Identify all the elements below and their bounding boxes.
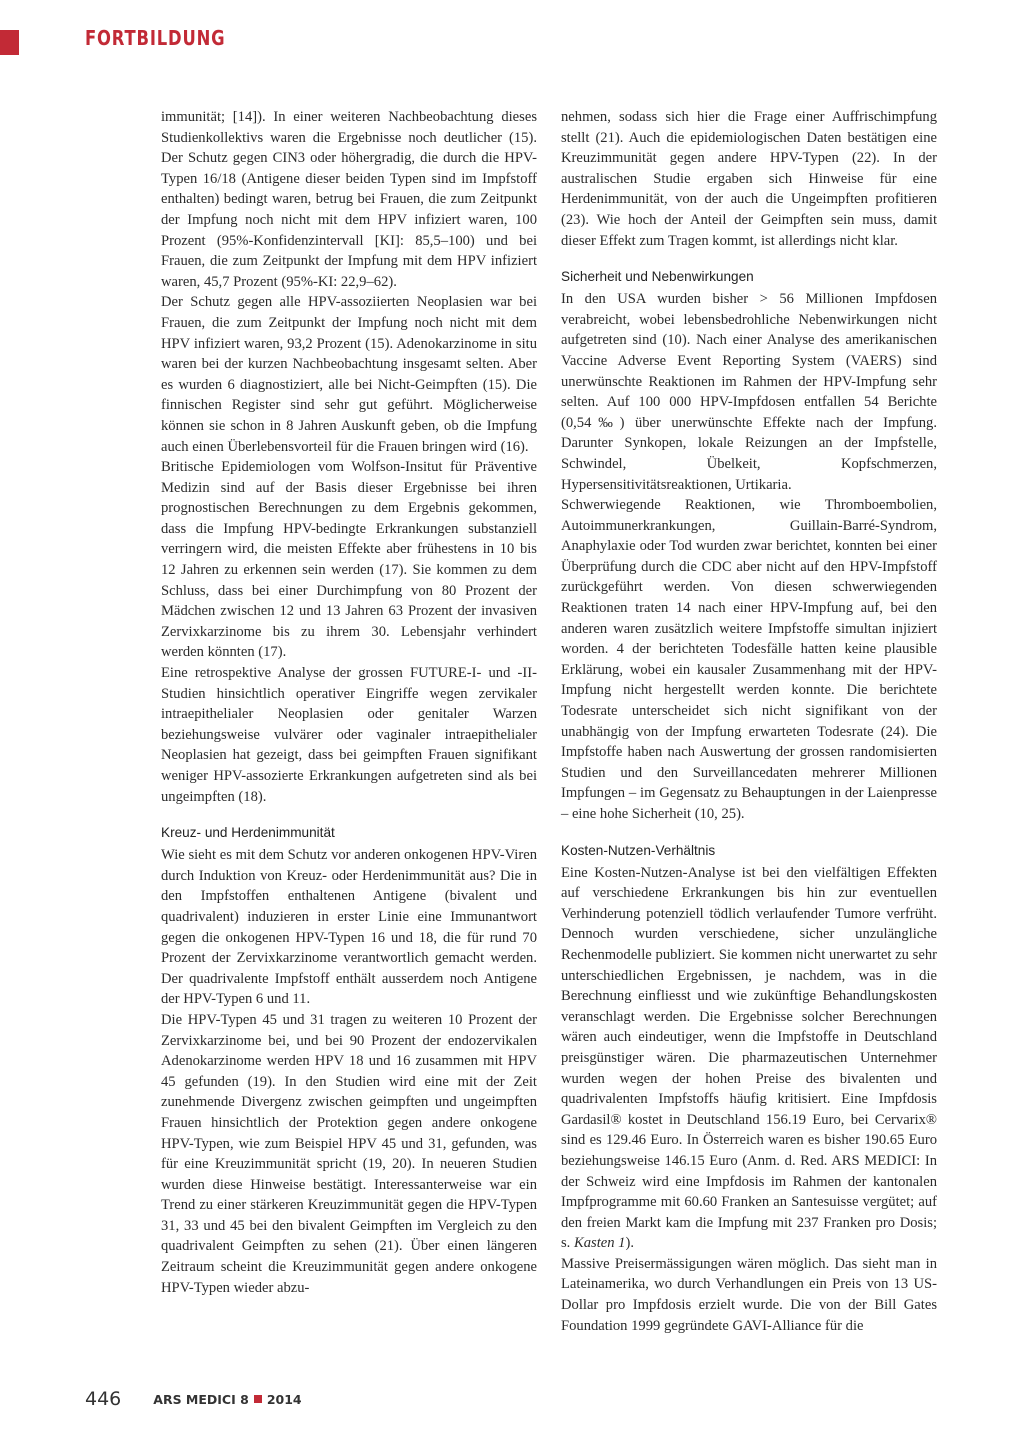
subheading-sicherheit-nebenwirkungen: Sicherheit und Nebenwirkungen — [561, 269, 754, 285]
section-title: FORTBILDUNG — [85, 26, 226, 50]
right-column — [561, 107, 937, 1336]
box-reference-link: Kasten 1 — [573, 1235, 626, 1252]
paragraph: nehmen, sodass sich hier die Frage einer Auffrischimpfung stellt (21). Auch die epidemiologischen Daten bestätigen eine Kreuzimmunität gegen andere HPV-Typen (22). In der australischen Studie ergaben sich Hinweise für eine Herdenimmunität, von der auch die Ungeimpften profitieren (23). Wie hoch der Anteil der Geimpften sein muss, damit dieser Effekt zum Tragen kommt, ist allerdings nicht klar. — [561, 109, 937, 249]
page-number: 446 — [85, 1388, 122, 1410]
red-square-icon — [254, 1395, 262, 1403]
paragraph: Die HPV-Typen 45 und 31 tragen zu weiteren 10 Prozent der Zervixkarzinome bei, und bei 90 Prozent der endozervikalen Adenokarzinome werden HPV 18 und 16 zusammen mit HPV 45 gefunden (19). In den Studien wird eine mit der Zeit zunehmende Divergenz zwischen geimpften und ungeimpften Frauen hinsichtlich der Protektion gegen andere onkogene HPV-Typen, wie zum Beispiel HPV 45 und 31, gefunden, was für eine Kreuzimmunität spricht (19, 20). In neueren Studien wurden diese Hinweise bestätigt. Interessanterweise war ein Trend zu einer stärkeren Kreuzimmunität gegen die HPV-Typen 31, 33 und 45 bei den bivalent Geimpften im Vergleich zu den quadrivalent Geimpften zu sehen (21). Über einen längeren Zeitraum scheint die Kreuzimmunität gegen andere onkogene HPV-Typen wieder abzu- — [161, 1011, 537, 1296]
paragraph: In den USA wurden bisher > 56 Millionen Impfdosen verabreicht, wobei lebensbedrohliche Nebenwirkungen nicht aufgetreten sind (10). Nach einer Analyse des amerikanischen Vaccine Adverse Event Reporting System (VAERS) sind unerwünschte Reaktionen im Rahmen der HPV-Impfung sehr selten. Auf 100 000 HPV-Impfdosen entfallen 54 Berichte (0,54‰) über unerwünschte Effekte nach der Impfung. Darunter Synkopen, lokale Reizungen an der Impfstelle, Schwindel, Übelkeit, Kopfschmerzen, Hypersensitivitätsreaktionen, Urtikaria. — [561, 291, 937, 493]
paragraph: Wie sieht es mit dem Schutz vor anderen onkogenen HPV-Viren durch Induktion von Kreuz- oder Herdenimmunität aus? Die in den Impfstoffen enthaltenen Antigene (bivalent und quadrivalent) induzieren in erster Linie eine Immunantwort gegen die onkogenen HPV-Typen 16 und 18, die für rund 70 Prozent der Zervixkarzinome verantwortlich gemacht werden. Der quadrivalente Impfstoff enthält ausserdem noch Antigene der HPV-Typen 6 und 11. — [161, 847, 537, 1008]
paragraph: Eine retrospektive Analyse der grossen FUTURE-I- und -II-Studien hinsichtlich operativer Eingriffe wegen zervikaler intraepithelialer Neoplasien oder genitaler Warzen beziehungsweise vulvärer oder vaginaler intraepithelialer Neoplasien hat gezeigt, dass bei geimpften Frauen signifikant weniger HPV-assozierte Erkrankungen aufgetreten sind als bei ungeimpften (18). — [161, 665, 537, 805]
paragraph: immunität; [14]). In einer weiteren Nachbeobachtung dieses Studienkollektivs waren die Ergebnisse noch deutlicher (15). Der Schutz gegen CIN3 oder höhergradig, die durch die HPV-Typen 16/18 (Antigene dieser beiden Typen sind im Impfstoff enthalten) bedingt waren, betrug bei Frauen, die zum Zeitpunkt der Impfung noch nicht mit dem HPV infiziert waren, 100 Prozent (95%-Konfidenzintervall [KI]: 85,5–100) und bei Frauen, die zum Zeitpunkt der Impfung mit dem HPV infiziert waren, 45,7 Prozent (95%-KI: 22,9–62). — [161, 109, 537, 290]
paragraph: Der Schutz gegen alle HPV-assoziierten Neoplasien war bei Frauen, die zum Zeitpunkt der Impfung noch nicht mit dem HPV infiziert waren, 93,2 Prozent (15). Adenokarzinome in situ waren bei der kurzen Nachbeobachtung insgesamt selten. Aber es wurden 6 diagnostiziert, alle bei Nicht-Geimpften (15). Die finnischen Register sind sehr gut geführt. Möglicherweise können sie schon in 8 Jahren Auskunft geben, ob die Impfung auch einen Überlebensvorteil für die Frauen bringen wird (16). — [161, 294, 537, 455]
journal-info — [153, 1392, 301, 1407]
journal-name: ARS MEDICI 8 — [153, 1391, 249, 1407]
paragraph — [561, 863, 937, 1254]
section-color-marker — [0, 30, 19, 55]
left-column — [161, 107, 537, 1298]
paragraph: Massive Preisermässigungen wären möglich. Das sieht man in Lateinamerika, wo durch Verhandlungen ein Preis von 13 US-Dollar pro Impfdosis erzielt wurde. Die von der Bill Gates Foundation 1999 gegründete GAVI-Alliance für die — [561, 1255, 937, 1334]
paragraph-text: Eine Kosten-Nutzen-Analyse ist bei den vielfältigen Effekten auf verschiedene Erkrankungen bis hin zur eventuellen Verhinderung potenziell tödlich verlaufender Tumore verfrüht. Dennoch wurden verschiedene, sicher unzulängliche Rechenmodelle publiziert. Sie kommen nicht unerwartet zu sehr unterschiedlichen Ergebnissen, je nachdem, was in die Berechnung einfliesst und wie zukünftige Behandlungskosten veranschlagt werden. Die Ergebnisse solcher Berechnungen wären auch eindeutiger, wenn die Impfstoffe in Deutschland preisgünstiger wären. Die pharmazeutischen Unternehmer wurden wegen der hohen Preise des bivalenten und quadrivalenten Impfstoffs häufig kritisiert. Eine Impfdosis Gardasil® kostet in Deutschland 156.19 Euro, bei Cervarix® sind es 129.46 Euro. In Österreich waren es bisher 190.65 Euro beziehungsweise 146.15 Euro (Anm. d. Red. ARS MEDICI: In der Schweiz wird eine Impfdosis im Rahmen der kantonalen Impfprogramme mit 60.60 Franken an Santesuisse vergütet; auf den freien Markt kam die Impfung mit 237 Franken pro Dosis; s. — [561, 864, 937, 1252]
subheading-kosten-nutzen: Kosten-Nutzen-Verhältnis — [561, 842, 716, 858]
paragraph: Britische Epidemiologen vom Wolfson-Insitut für Präventive Medizin sind auf der Basis dieser Ergebnisse bei ihren prognostischen Berechnungen zu dem Ergebnis gekommen, dass die Impfung HPV-bedingte Erkrankungen substanziell verringern wird, die meisten Effekte aber frühestens in 10 bis 12 Jahren zu erkennen sein werden (17). Sie kommen zu dem Schluss, dass bei einer Durchimpfung von 80 Prozent der Mädchen zwischen 12 und 13 Jahren 63 Prozent der invasiven Zervixkarzinome bis zu ihrem 30. Lebensjahr verhindert werden könnten (17). — [161, 459, 537, 661]
paragraph: Schwerwiegende Reaktionen, wie Thromboembolien, Autoimmunerkrankungen, Guillain-Barré-Syndrom, Anaphylaxie oder Tod wurden zwar berichtet, konnten bei einer Überprüfung durch die CDC aber nicht auf den HPV-Impfstoff zurückgeführt werden. Von diesen schwerwiegenden Reaktionen traten 14 nach einer HPV-Impfung auf, bei den anderen waren zusätzlich weitere Impfstoffe simultan injiziert worden. 4 der berichteten Todesfälle hatten keine plausible Erklärung, wobei ein kausaler Zusammenhang mit der HPV-Impfung nicht hergestellt werden konnte. Die berichtete Todesrate unterscheidet sich nicht signifikant von der unabhängig von der Impfung erwarteten Todesrate (24). Die Impfstoffe haben nach Auswertung der grossen randomisierten Studien und den Surveillancedaten mehrerer Millionen Impfungen – im Gegensatz zu Behauptungen in der Laienpresse – eine hohe Sicherheit (10, 25). — [561, 497, 937, 822]
paragraph-text-end: ). — [625, 1235, 634, 1252]
page-footer — [85, 1388, 302, 1410]
journal-year: 2014 — [266, 1391, 302, 1407]
subheading-kreuz-herdenimmunitaet: Kreuz- und Herdenimmunität — [161, 825, 335, 841]
